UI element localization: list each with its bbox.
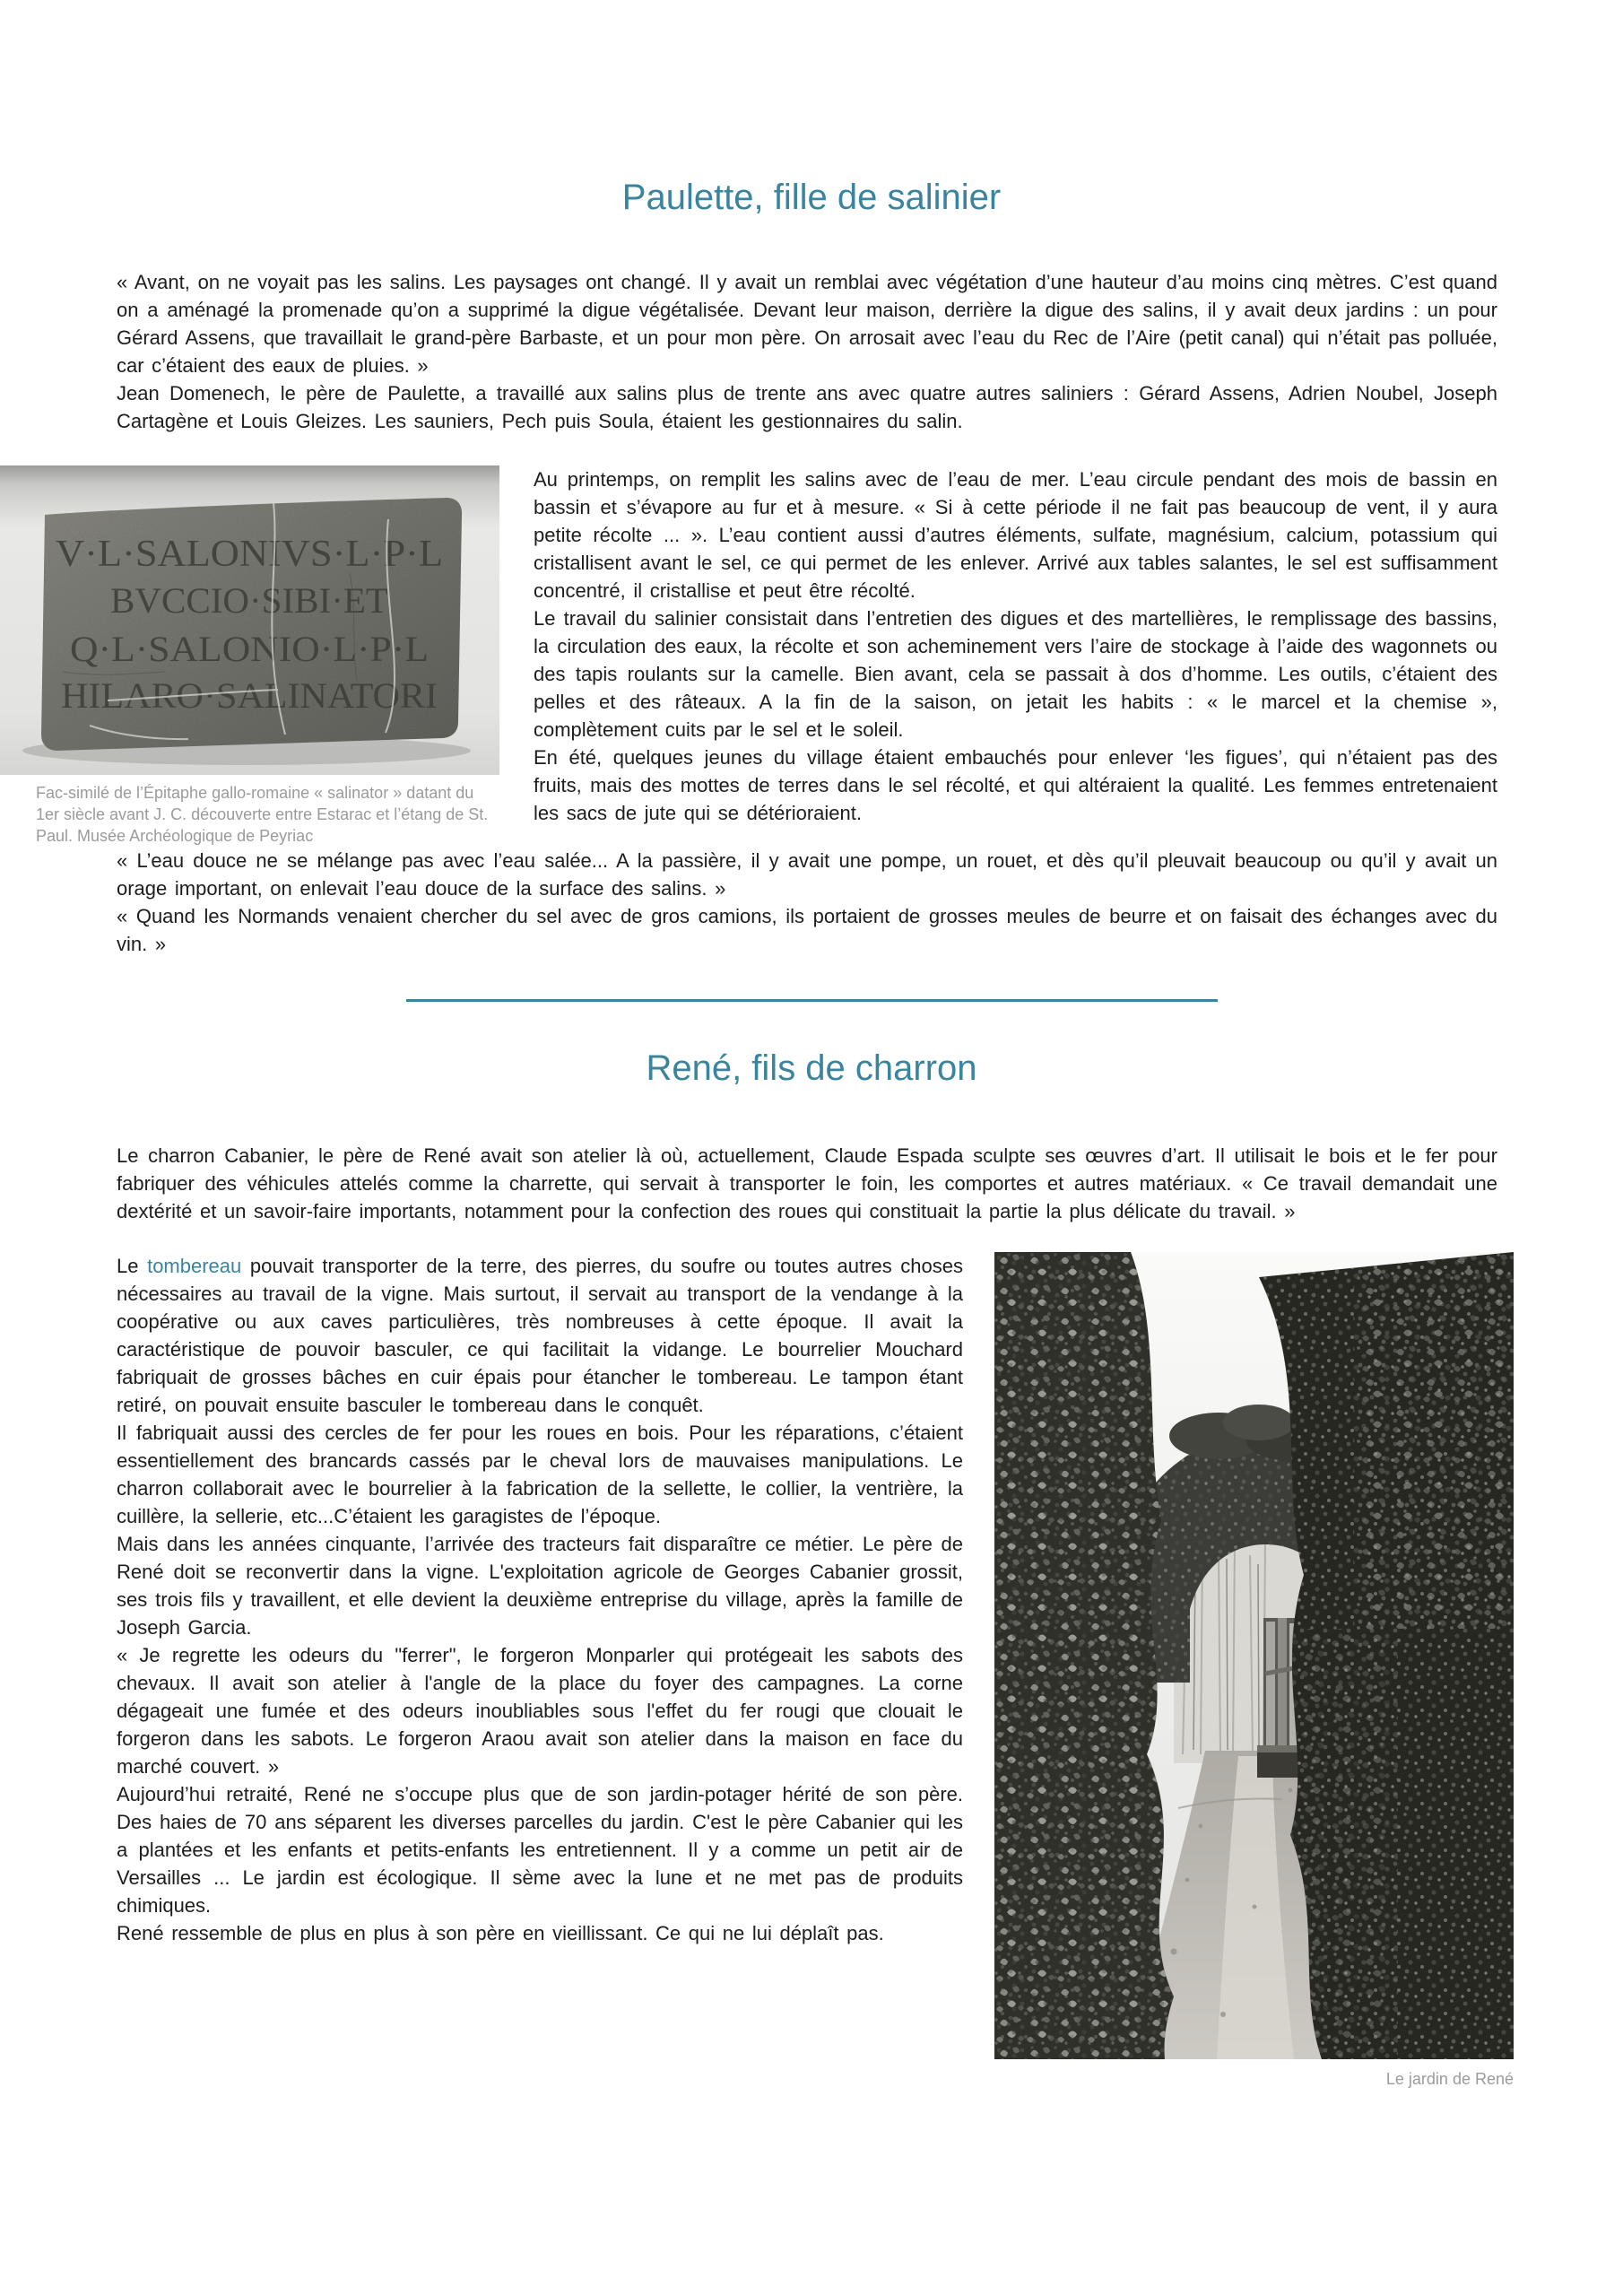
paragraph-tombereau <box>117 1252 963 1419</box>
charron-columns <box>117 1252 1623 2090</box>
tombereau-prefix: Le <box>117 1255 148 1277</box>
stone-media-row <box>0 465 1623 847</box>
section-title-charron: René, fils de charron <box>646 1048 977 1088</box>
paragraph-eau-douce: « L’eau douce ne se mélange pas avec l’eau salée... A la passière, il y avait une pompe, un rouet, et dès qu’il pleuvait beaucoup ou qu’il y avait un orage important, on enlevait l’eau douce de la surface des salins. » <box>117 849 1497 900</box>
garden-photo <box>994 1252 1514 2059</box>
paragraph-au-printemps: Au printemps, on remplit les salins avec de l’eau de mer. L’eau circule pendant des mois de bassin en bassin et s’évapore au fur et à mesure. « Si à cette période il ne fait pas beaucoup de vent, il y aura petite récolte ... ». L’eau contient aussi d’autres éléments, sulfate, magnésium, calcium, potassium qui cristallisent avant le sel, ce qui permet de les enlever. Arrivé aux tables salantes, le sel est suffisamment concentré, il cristallise et peut être récolté. <box>534 468 1497 602</box>
paragraph-ressemble: René ressemble de plus en plus à son père en vieillissant. Ce qui ne lui déplaît pas. <box>117 1922 884 1944</box>
tombereau-keyword: tombereau <box>147 1255 242 1277</box>
stone-epitaph-figure <box>0 465 499 847</box>
paragraph-charron-cabanier: Le charron Cabanier, le père de René avait son atelier là où, actuellement, Claude Espada sculpte ses œuvres d’art. Il utilisait le bois et le fer pour fabriquer des véhicules attelés comme la charrette, qui servait à transporter le foin, les comportes et autres matériaux. « Ce travail demandait une dextérité et un savoir-faire importants, notamment pour la confection des roues qui constituait la partie la plus délicate du travail. » <box>117 1144 1497 1222</box>
section-title-salinier: Paulette, fille de salinier <box>621 178 1002 217</box>
stone-epitaph-photo <box>0 465 499 775</box>
paragraph-normands: « Quand les Normands venaient chercher du sel avec de gros camions, ils portaient de grosses meules de beurre et on faisait des échanges avec du vin. » <box>117 905 1497 955</box>
paragraph-cercles-fer: Il fabriquait aussi des cercles de fer pour les roues en bois. Pour les réparations, c’étaient essentiellement des brancards cassés par le cheval lors de mauvaises manipulations. Le charron collaborait avec le bourrelier à la fabrication de la sellette, le collier, la ventrière, la cuillère, la sellerie, etc...C’étaient les garagistes de l’époque. <box>117 1422 963 1527</box>
paragraph-forgeron: « Je regrette les odeurs du "ferrer", le forgeron Monparler qui protégeait les sabots des chevaux. Il avait son atelier à l'angle de la place du foyer des campagnes. La corne dégageait une fumée et des odeurs inoubliables sous l'effet du fer rougi que clouait le forgeron dans les sabots. Le forgeron Araou avait son atelier dans la maison en face du marché couvert. » <box>117 1644 963 1778</box>
inscription-line-1: V·L·SALONIVS·L·P·L <box>56 534 443 575</box>
inscription-line-2: BVCCIO·SIBI·ET <box>110 580 388 621</box>
garden-caption: Le jardin de René <box>1385 2070 1514 2088</box>
section-divider <box>406 999 1218 1002</box>
garden-figure <box>994 1252 1514 2090</box>
inscription-line-3: Q·L·SALONIO·L·P·L <box>70 629 429 669</box>
paragraph-en-ete: En été, quelques jeunes du village étaient embauchés pour enlever ‘les figues’, qui n’étaient pas des fruits, mais des mottes de terres dans le sel récolté, et qui altéraient la qualité. Les femmes entretenaient les sacs de jute qui se détérioraient. <box>534 746 1497 824</box>
paragraph-travail-salinier: Le travail du salinier consistait dans l’entretien des digues et des martellières, le remplissage des bassins, la circulation des eaux, la récolte et son acheminement vers l’aire de stockage à l’aide des wagonnets ou des tapis roulants sur la camelle. Bien avant, cela se passait à dos d’homme. Les outils, c’étaient des pelles et des râteaux. A la fin de la saison, on jetait les habits : « le marcel et la chemise », complètement cuits par le sel et le soleil. <box>534 607 1497 741</box>
paragraph-avant-quote: « Avant, on ne voyait pas les salins. Les paysages ont changé. Il y avait un remblai avec végétation d’une hauteur d’au moins cinq mètres. C’est quand on a aménagé la promenade qu’on a supprimé la digue végétalisée. Devant leur maison, derrière la digue des salins, il y avait deux jardins : un pour Gérard Assens, que travaillait le grand-père Barbaste, et un pour mon père. On arrosait avec l’eau du Rec de l’Aire (petit canal) qui n’était pas polluée, car c’étaient des eaux de pluies. » <box>117 271 1497 377</box>
stone-epitaph-caption: Fac-similé de l’Épitaphe gallo-romaine « salinator » datant du 1er siècle avant J. C. découverte entre Estarac et l’étang de St. Paul. Musée Archéologique de Peyriac <box>36 784 489 845</box>
charron-left-column <box>117 1252 963 1947</box>
paragraph-tracteurs: Mais dans les années cinquante, l’arrivée des tracteurs fait disparaître ce métier. Le père de René doit se reconvertir dans la vigne. L'exploitation agricole de Georges Cabanier grossit, ses trois fils y travaillent, et elle devient la deuxième entreprise du village, après la famille de Joseph Garcia. <box>117 1533 963 1639</box>
salinier-right-column <box>534 465 1497 827</box>
paragraph-jean-domenech: Jean Domenech, le père de Paulette, a travaillé aux salins plus de trente ans avec quatre autres saliniers : Gérard Assens, Adrien Noubel, Joseph Cartagène et Louis Gleizes. Les sauniers, Pech puis Soula, étaient les gestionnaires du salin. <box>117 382 1497 432</box>
inscription-line-4: HILARO·SALINATORI <box>61 675 438 716</box>
tombereau-rest: pouvait transporter de la terre, des pierres, du soufre ou toutes autres choses nécessaires au travail de la vigne. Mais surtout, il servait au transport de la vendange à la coopérative ou aux caves particulières, très nombreuses à cette époque. Il avait la caractéristique de pouvoir basculer, ce qui facilitait la vidange. Le bourrelier Mouchard fabriquait de grosses bâches en cuir épais pour étancher le tombereau. Le tampon étant retiré, on pouvait ensuite basculer le tombereau dans le conquêt. <box>117 1255 963 1416</box>
paragraph-retraite: Aujourd’hui retraité, René ne s’occupe plus que de son jardin-potager hérité de son père. Des haies de 70 ans séparent les diverses parcelles du jardin. C'est le père Cabanier qui les a plantées et les enfants et petits-enfants les entretiennent. Il y a comme un petit air de Versailles ... Le jardin est écologique. Il sème avec la lune et ne met pas de produits chimiques. <box>117 1783 963 1917</box>
